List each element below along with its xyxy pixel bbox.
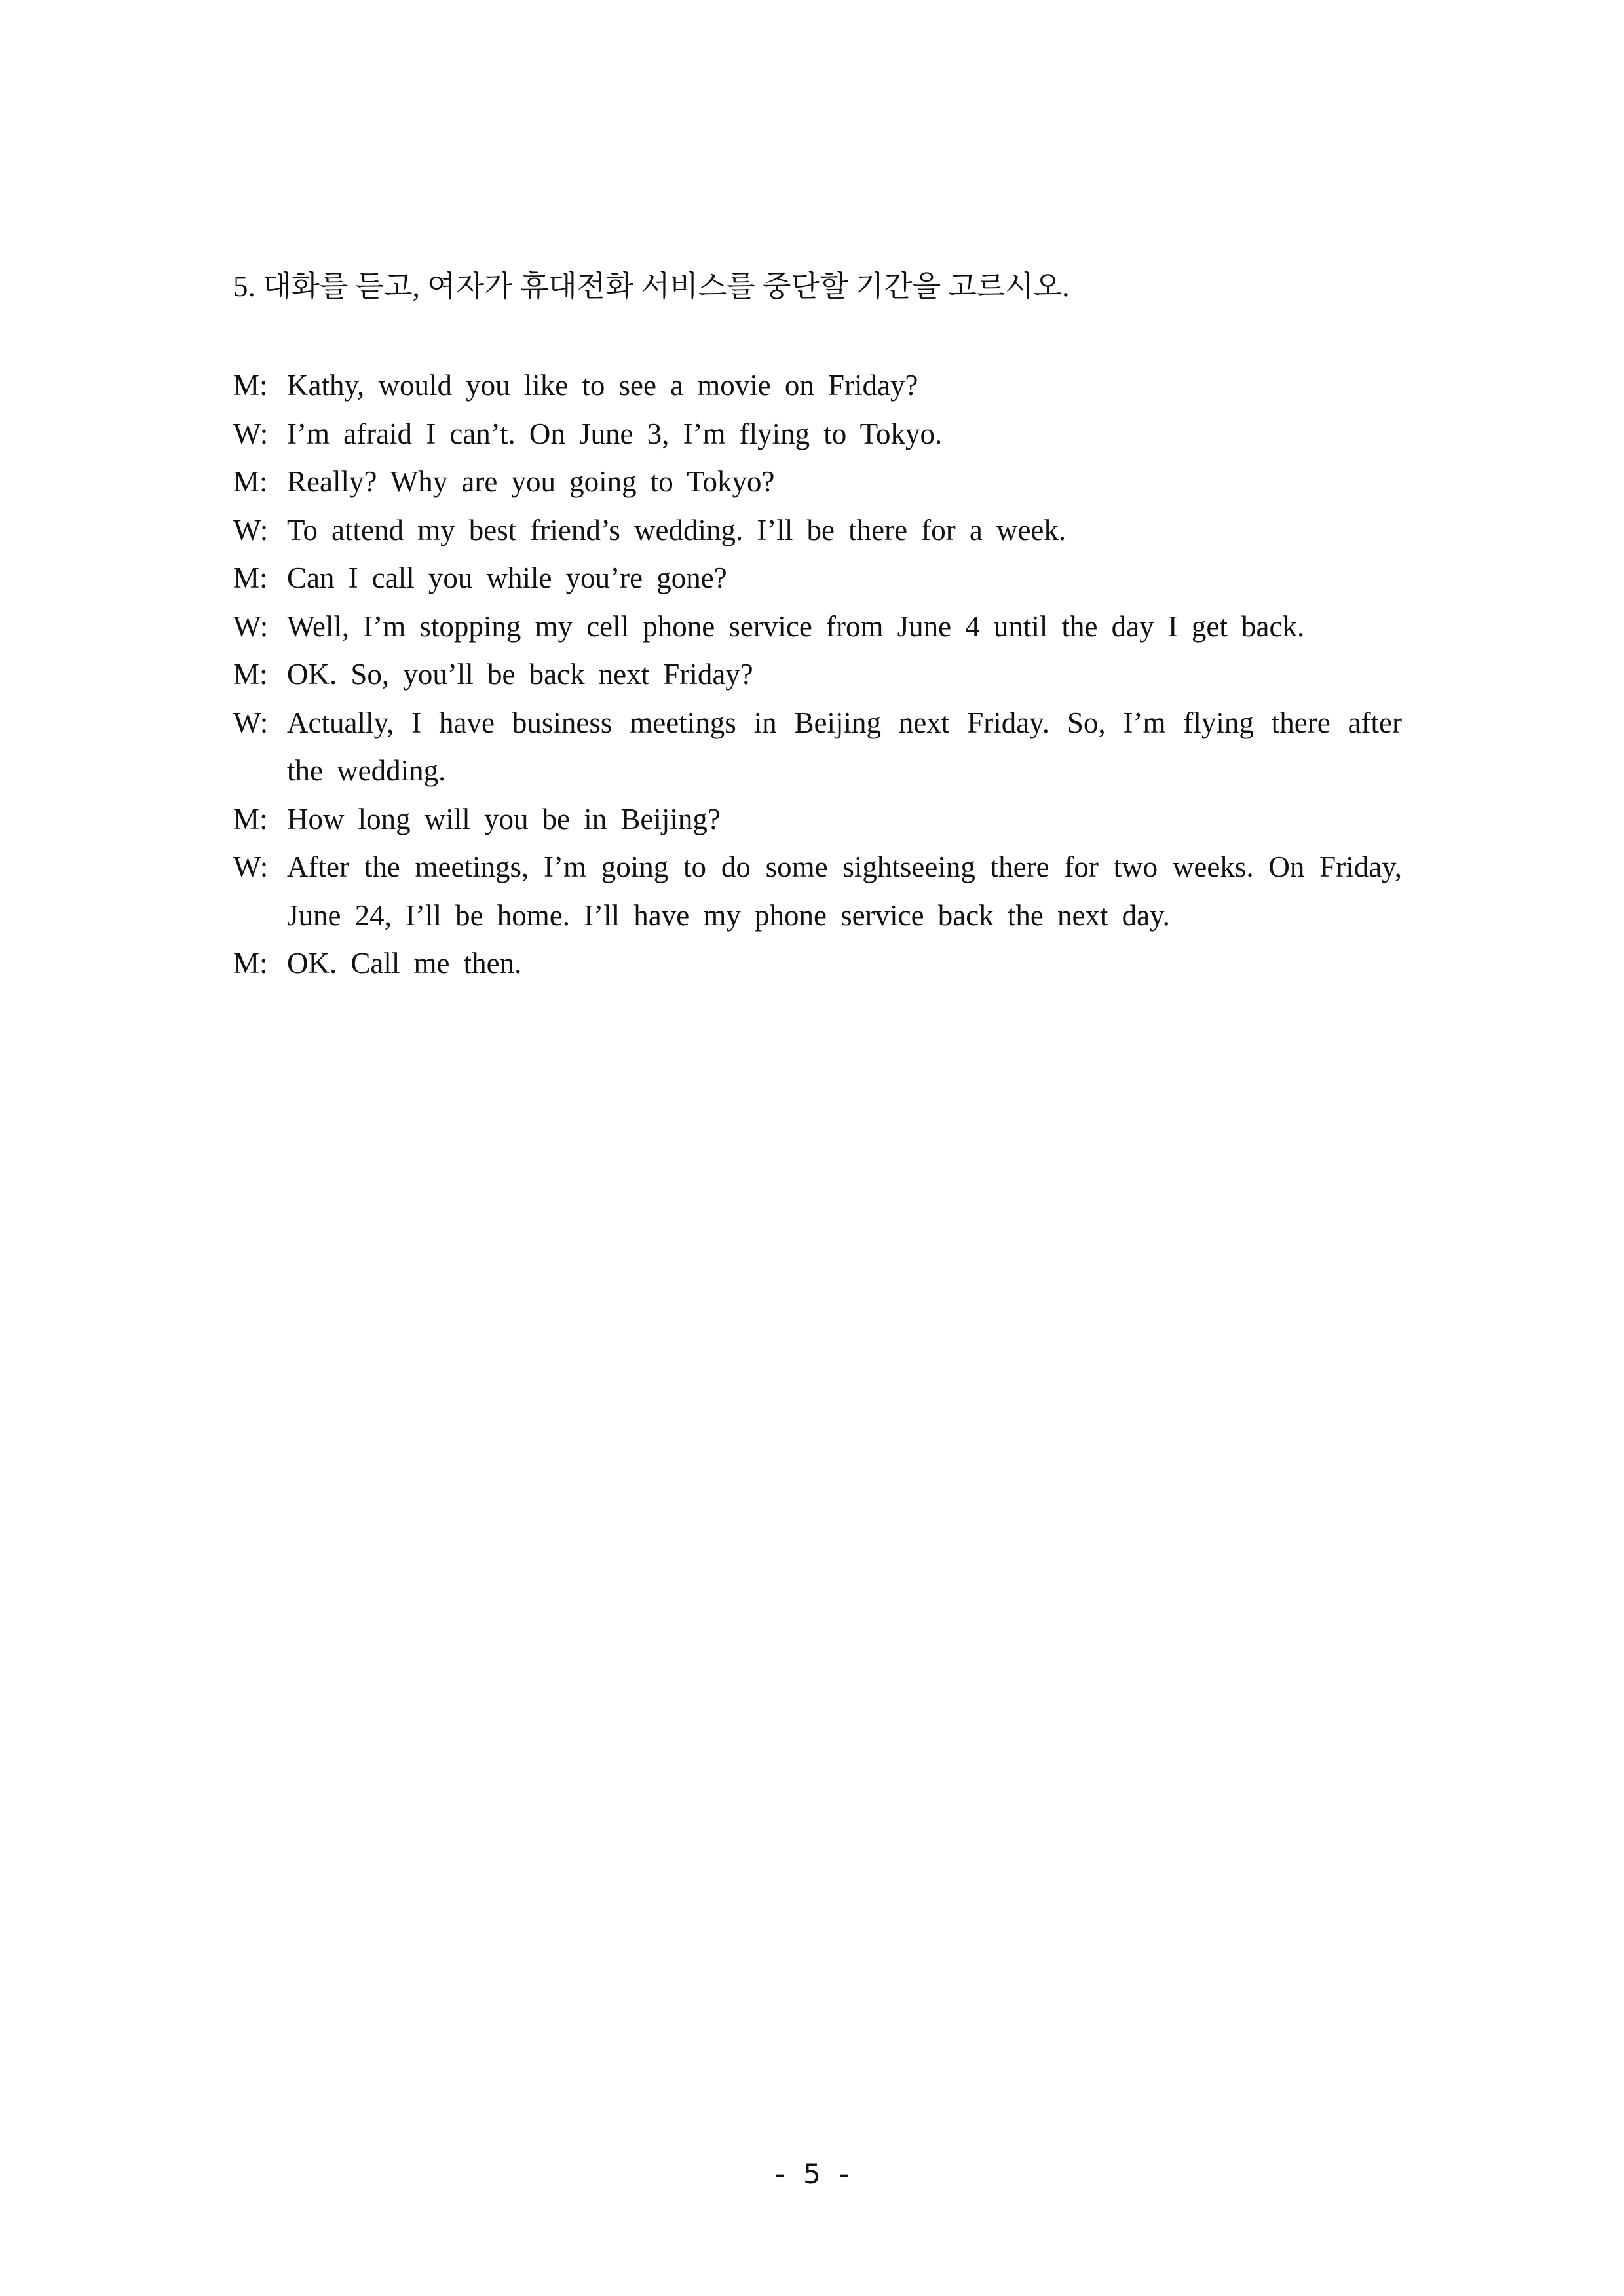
dialogue-text: After the meetings, I’m going to do some sightseeing there for two weeks. On Friday, June 24, I’ll be home. I’ll have my phone service back the next day. bbox=[287, 851, 1402, 932]
dialogue-line-2 bbox=[233, 410, 1402, 459]
dialogue-text: OK. So, you’ll be back next Friday? bbox=[287, 658, 753, 691]
dialogue-line-9 bbox=[233, 795, 1402, 844]
speaker-label: W: bbox=[233, 609, 269, 643]
dialogue-text: Kathy, would you like to see a movie on Friday? bbox=[287, 369, 918, 402]
speaker-label: W: bbox=[233, 513, 269, 546]
dialogue-line-7 bbox=[233, 651, 1402, 699]
dialogue-text: Can I call you while you’re gone? bbox=[287, 562, 727, 594]
dialogue-line-6 bbox=[233, 603, 1402, 651]
speaker-label: M: bbox=[233, 562, 268, 594]
question-prompt: 5. 대화를 듣고, 여자가 휴대전화 서비스를 중단할 기간을 고르시오. bbox=[233, 270, 1070, 303]
dialogue-text: Really? Why are you going to Tokyo? bbox=[287, 465, 775, 498]
dialogue-transcript bbox=[233, 362, 1402, 988]
dialogue-line-3 bbox=[233, 458, 1402, 507]
speaker-label: W: bbox=[233, 851, 269, 883]
dialogue-text: OK. Call me then. bbox=[287, 947, 522, 980]
dialogue-line-11 bbox=[233, 940, 1402, 988]
speaker-label: M: bbox=[233, 947, 268, 980]
speaker-label: M: bbox=[233, 465, 268, 498]
dialogue-text: I’m afraid I can’t. On June 3, I’m flying to Tokyo. bbox=[287, 417, 943, 450]
dialogue-line-8 bbox=[233, 699, 1402, 795]
speaker-label: M: bbox=[233, 802, 268, 835]
dialogue-text: How long will you be in Beijing? bbox=[287, 802, 721, 835]
dialogue-text: Actually, I have business meetings in Beijing next Friday. So, I’m flying there after the wedding. bbox=[287, 706, 1402, 787]
speaker-label: W: bbox=[233, 706, 269, 739]
speaker-label: M: bbox=[233, 658, 268, 691]
dialogue-line-10 bbox=[233, 843, 1402, 940]
speaker-label: W: bbox=[233, 417, 269, 450]
dialogue-line-5 bbox=[233, 554, 1402, 603]
dialogue-line-1 bbox=[233, 362, 1402, 410]
dialogue-text: Well, I’m stopping my cell phone service from June 4 until the day I get back. bbox=[287, 609, 1305, 643]
speaker-label: M: bbox=[233, 369, 268, 402]
dialogue-text: To attend my best friend’s wedding. I’ll be there for a week. bbox=[287, 513, 1067, 546]
page-number: - 5 - bbox=[774, 2158, 850, 2190]
dialogue-line-4 bbox=[233, 507, 1402, 555]
